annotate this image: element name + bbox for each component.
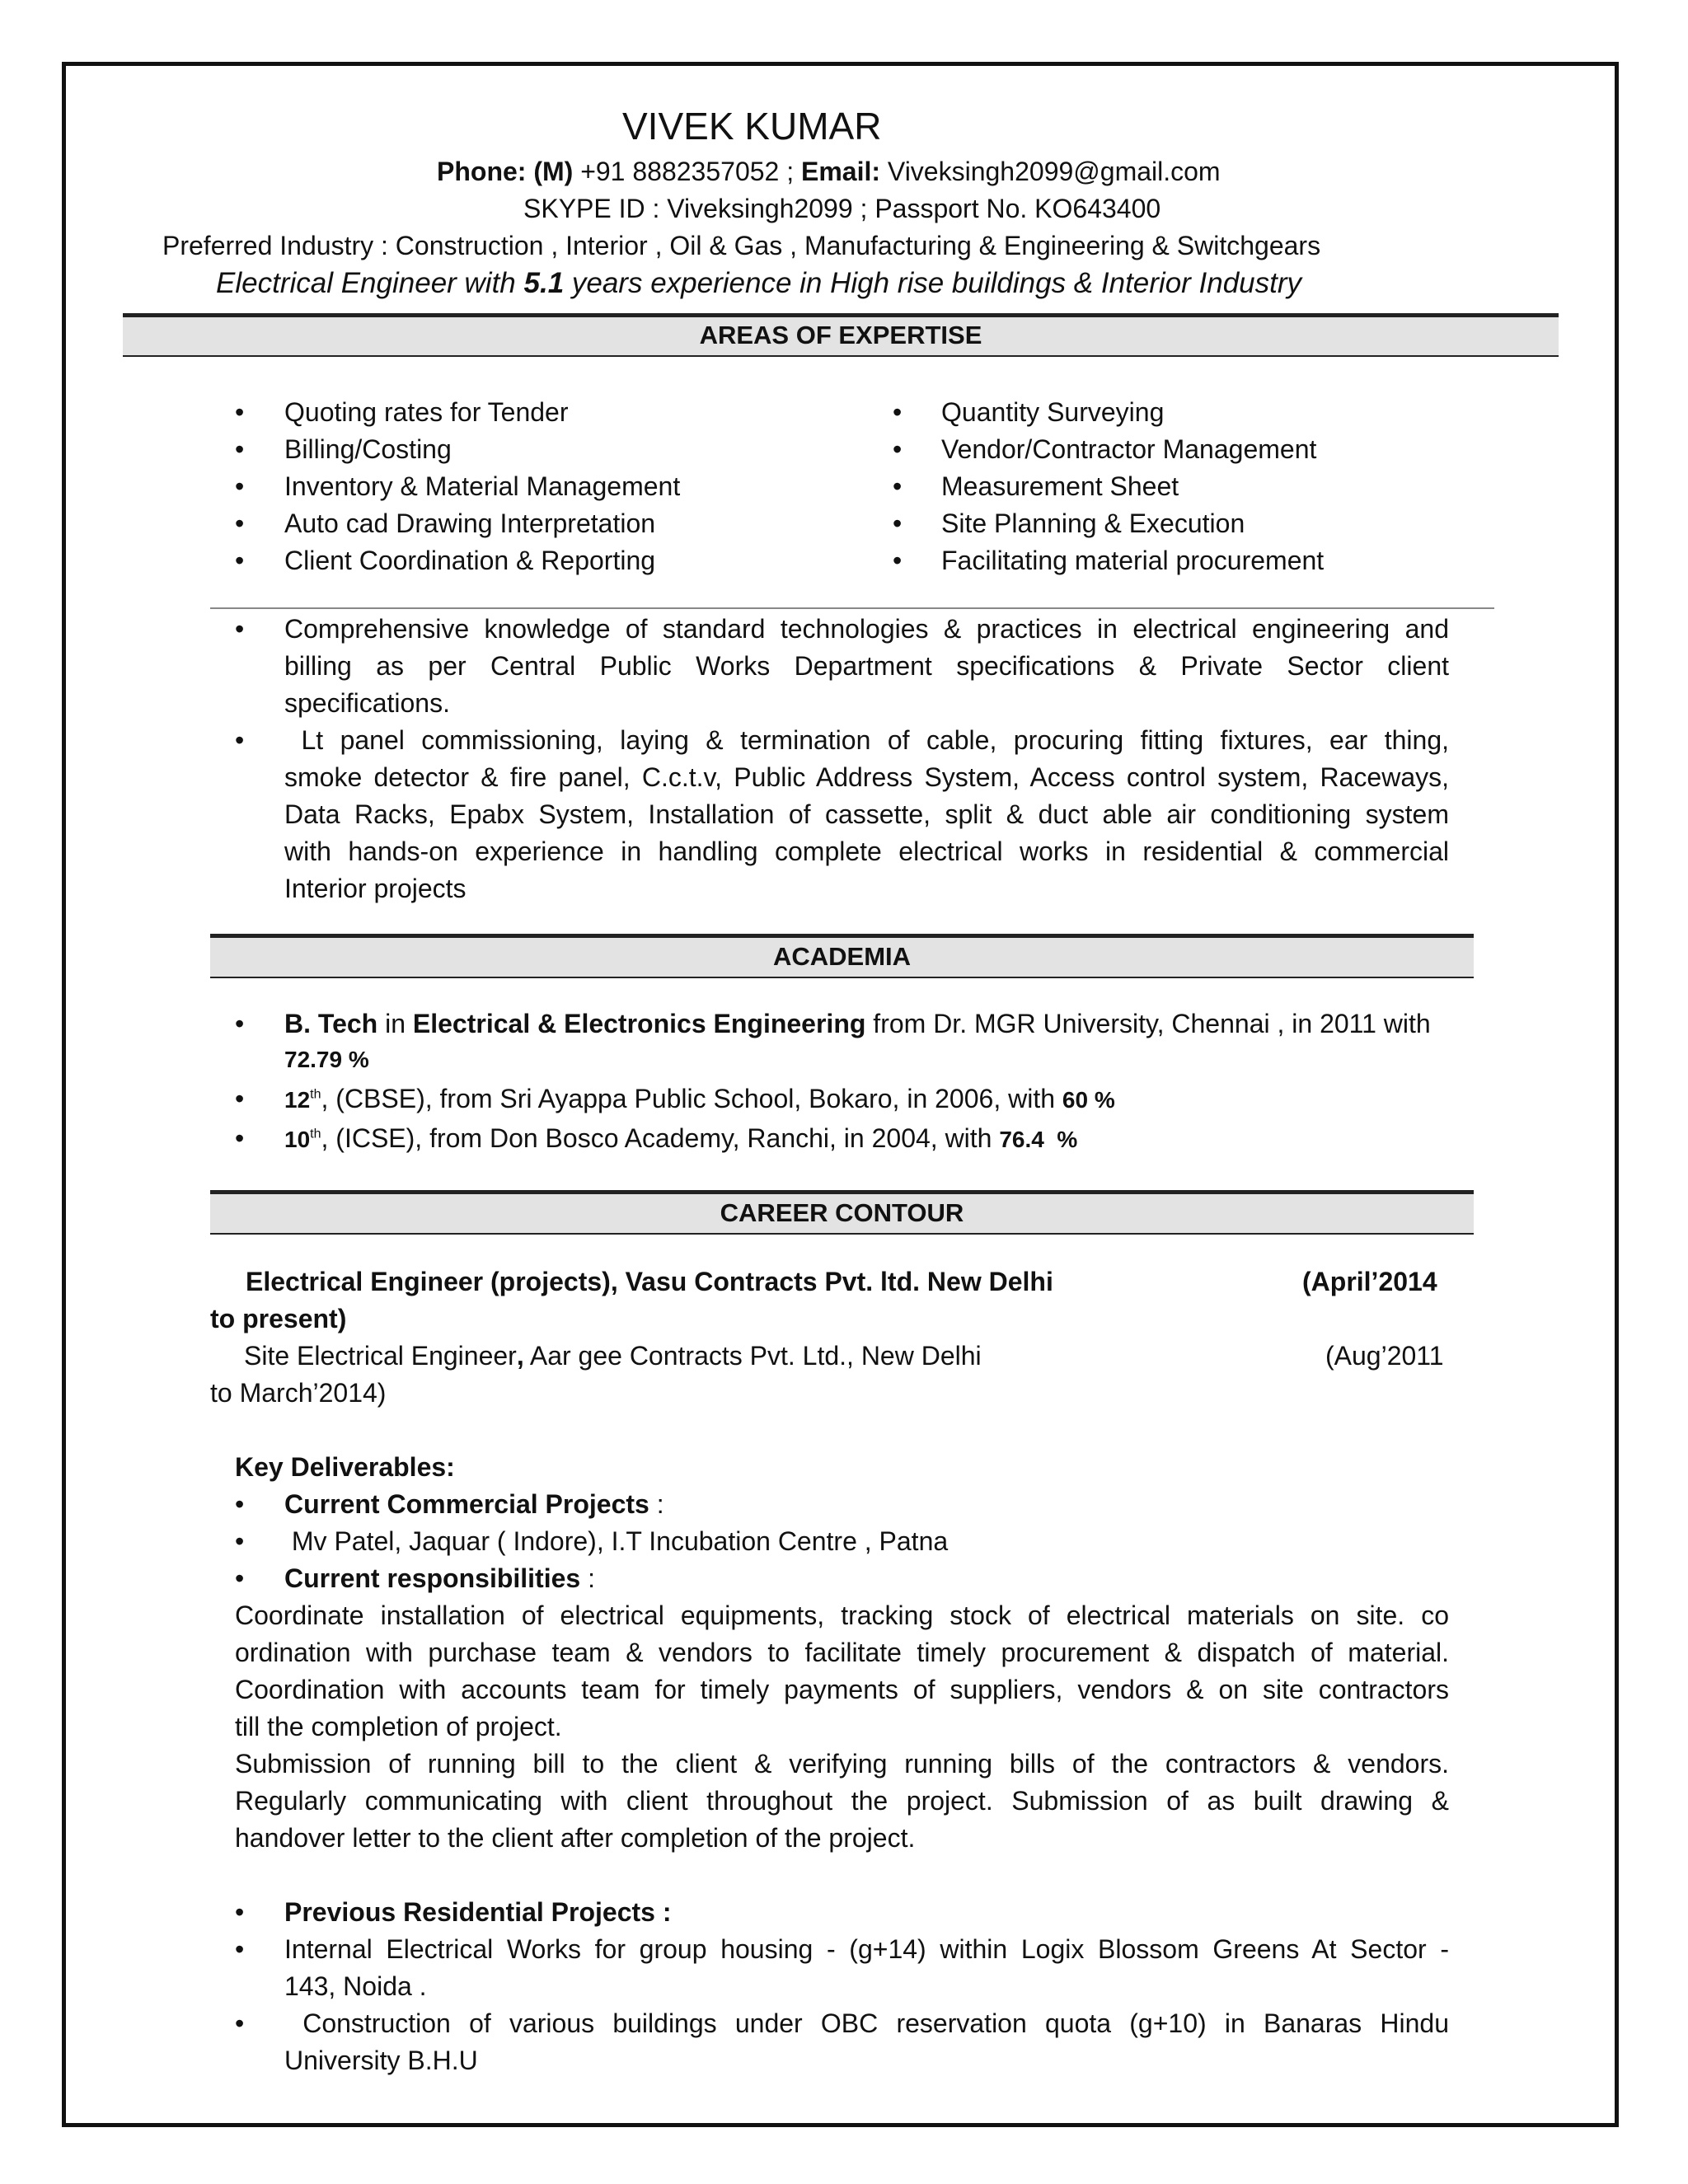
job1-date-end: to present)	[210, 1304, 347, 1333]
btech-entry: B. Tech in Electrical & Electronics Engineering from Dr. MGR University, Chennai , in 2011 with	[284, 1009, 1431, 1038]
btech-score: 72.79 %	[284, 1047, 369, 1072]
job2-title: Site Electrical Engineer, Aar gee Contracts Pvt. Ltd., New Delhi	[244, 1341, 982, 1371]
previous-project-1: Internal Electrical Works for group housing - (g+14) within Logix Blossom Greens At Sector -	[284, 1934, 1449, 1964]
list-item: Inventory & Material Management	[284, 471, 681, 501]
current-responsibilities: Current responsibilities :	[284, 1563, 595, 1593]
preferred-industry-line: Preferred Industry : Construction , Interior , Oil & Gas , Manufacturing & Engineering & Switchgears	[162, 231, 1321, 260]
twelfth-entry: 12th, (CBSE), from Sri Ayappa Public School, Bokaro, in 2006, with 60 %	[284, 1084, 1115, 1113]
previous-project-2: Construction of various buildings under OBC reservation quota (g+10) in Banaras Hindu	[284, 2008, 1449, 2038]
list-item: Quantity Surveying	[941, 397, 1165, 427]
current-commercial-projects: Current Commercial Projects :	[284, 1489, 664, 1519]
divider	[210, 607, 1494, 609]
contact-line	[437, 153, 1221, 190]
section-header-academia: ACADEMIA	[210, 934, 1474, 978]
tenth-entry: 10th, (ICSE), from Don Bosco Academy, Ranchi, in 2004, with 76.4 %	[284, 1123, 1078, 1153]
list-item: •	[235, 397, 245, 427]
job1-title: Electrical Engineer (projects), Vasu Contracts Pvt. ltd. New Delhi	[246, 1267, 1053, 1296]
candidate-name: VIVEK KUMAR	[622, 105, 882, 148]
section-header-career: CAREER CONTOUR	[210, 1190, 1474, 1235]
email-label: Email:	[801, 157, 881, 186]
job1-date-start: (April’2014	[1302, 1267, 1437, 1296]
skype-passport-line: SKYPE ID : Viveksingh2099 ; Passport No. KO643400	[523, 194, 1161, 223]
list-item: Client Coordination & Reporting	[284, 546, 656, 575]
phone-label: Phone: (M)	[437, 157, 574, 186]
phone-value: +91 8882357052 ;	[573, 157, 801, 186]
list-item: Auto cad Drawing Interpretation	[284, 509, 656, 538]
job2-date-end: to March’2014)	[210, 1378, 387, 1408]
list-item: Quoting rates for Tender	[284, 397, 569, 427]
email-value: Viveksingh2099@gmail.com	[880, 157, 1221, 186]
list-item: Billing/Costing	[284, 434, 452, 464]
section-header-expertise: AREAS OF EXPERTISE	[123, 313, 1559, 357]
job2-date-start: (Aug’2011	[1325, 1341, 1444, 1371]
key-deliverables-heading: Key Deliverables:	[235, 1452, 455, 1482]
current-commercial-list: Mv Patel, Jaquar ( Indore), I.T Incubation Centre , Patna	[284, 1526, 949, 1556]
list-item: Measurement Sheet	[941, 471, 1179, 501]
list-item: Vendor/Contractor Management	[941, 434, 1317, 464]
tagline: Electrical Engineer with 5.1 years experience in High rise buildings & Interior Industry	[216, 267, 1302, 299]
previous-residential-projects: Previous Residential Projects :	[284, 1897, 672, 1927]
list-item: Site Planning & Execution	[941, 509, 1245, 538]
years-experience: 5.1	[523, 267, 565, 299]
list-item: Facilitating material procurement	[941, 546, 1325, 575]
